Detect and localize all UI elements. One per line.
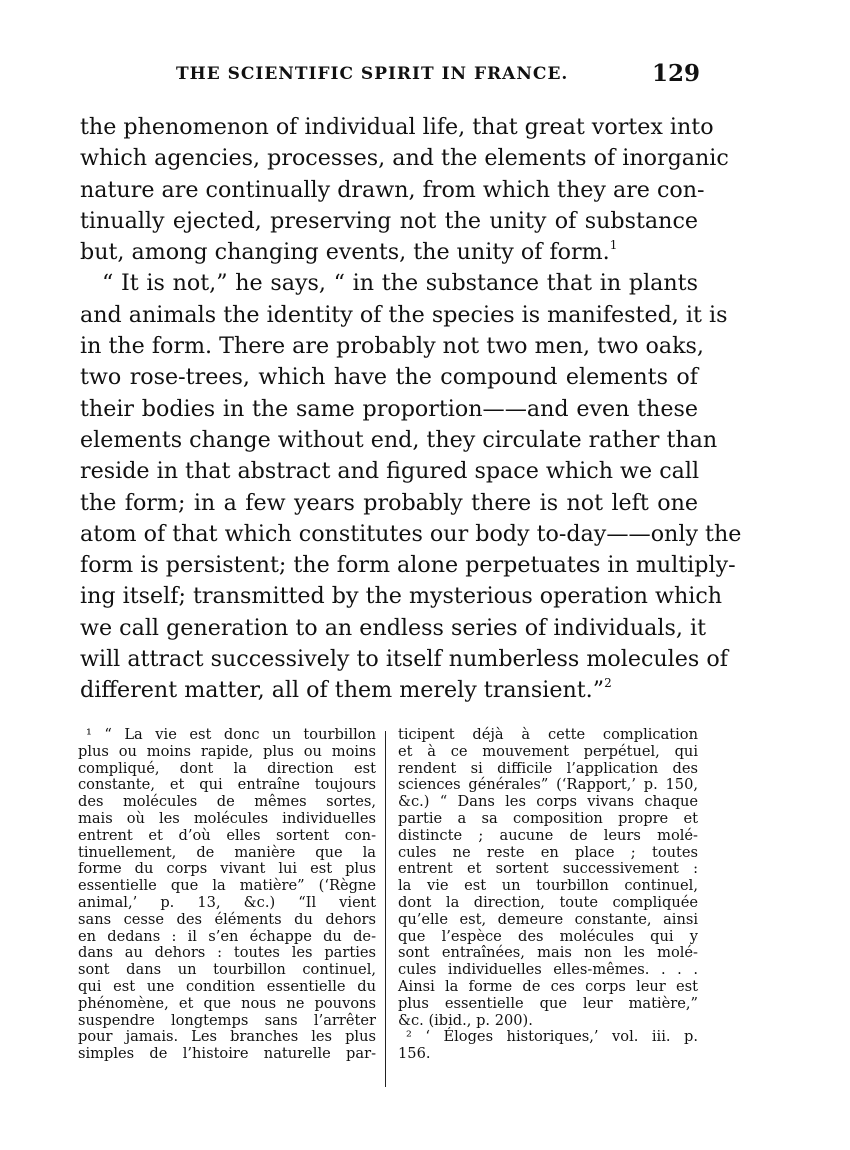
- footnote-line: sont entraînées, mais non les molé-: [398, 944, 698, 962]
- text-line: tinually ejected, preserving not the unity of substance: [80, 207, 698, 234]
- text-line-content: but, among changing events, the unity of form.: [80, 239, 610, 266]
- text-line: reside in that abstract and figured space which we call: [80, 458, 700, 485]
- running-title: THE SCIENTIFIC SPIRIT IN FRANCE.: [176, 64, 569, 84]
- footnote-line: rendent si difficile l’application des: [398, 759, 698, 777]
- text-line: form is persistent; the form alone perpetuates in multiply-: [80, 552, 736, 579]
- text-line: will attract successively to itself numberless molecules of: [80, 646, 728, 673]
- footnote-line: cules individuelles elles-mêmes. . . .: [398, 961, 698, 979]
- text-line: the form; in a few years probably there is not left one: [80, 489, 698, 516]
- text-line: [80, 237, 698, 268]
- footnote-line: qu’elle est, demeure constante, ainsi: [398, 910, 698, 928]
- footnote-line: phénomène, et que nous ne pouvons: [78, 994, 376, 1012]
- footnote-line: sciences générales” (‘Rapport,’ p. 150,: [398, 776, 698, 794]
- footnote-line: 156.: [398, 1045, 431, 1063]
- footnote-line: constante, et qui entraîne toujours: [78, 776, 376, 794]
- footnote-line: dont la direction, toute compliquée: [398, 893, 698, 911]
- text-line: we call generation to an endless series of individuals, it: [80, 614, 706, 641]
- text-line: elements change without end, they circulate rather than: [80, 426, 718, 453]
- text-line-content: different matter, all of them merely transient.”: [80, 677, 605, 704]
- text-line: in the form. There are probably not two men, two oaks,: [80, 333, 704, 360]
- footnote-line: simples de l’histoire naturelle par-: [78, 1045, 376, 1063]
- text-line: [80, 675, 698, 706]
- footnote-line: tinuellement, de manière que la: [78, 843, 376, 861]
- footnote-line: que l’espèce des molécules qui y: [398, 927, 698, 945]
- text-line: ing itself; transmitted by the mysterious operation which: [80, 583, 723, 610]
- footnote-line: partie a sa composition propre et: [398, 809, 698, 827]
- footnote-line: plus ou moins rapide, plus ou moins: [78, 742, 376, 760]
- text-line: two rose-trees, which have the compound elements of: [80, 364, 698, 391]
- footnote-line: mais où les molécules individuelles: [78, 809, 376, 827]
- footnote-line: pour jamais. Les branches les plus: [78, 1028, 376, 1046]
- footnote-line: forme du corps vivant lui est plus: [78, 860, 376, 878]
- footnote-ref-2: 2: [604, 675, 612, 690]
- footnote-line: ² ‘ Éloges historiques,’ vol. iii. p.: [406, 1028, 698, 1046]
- main-text: [80, 112, 742, 707]
- footnote-line: dans au dehors : toutes les parties: [78, 944, 376, 962]
- page-number: 129: [651, 60, 700, 87]
- footnotes: [78, 727, 698, 1087]
- footnote-line: distincte ; aucune de leurs molé-: [398, 826, 698, 844]
- footnote-line: &c. (ibid., p. 200).: [398, 1011, 533, 1029]
- text-line: atom of that which constitutes our body to-day——only the: [80, 520, 742, 547]
- footnote-line: ticipent déjà à cette complication: [398, 726, 698, 743]
- footnote-line: la vie est un tourbillon continuel,: [398, 877, 698, 895]
- text-line: the phenomenon of individual life, that great vortex into: [80, 114, 714, 140]
- footnote-line: essentielle que la matière” (‘Règne: [78, 877, 376, 895]
- footnote-line: qui est une condition essentielle du: [78, 977, 376, 995]
- footnote-line: et à ce mouvement perpétuel, qui: [398, 742, 698, 760]
- footnote-line: sont dans un tourbillon continuel,: [78, 961, 376, 979]
- footnote-column-right: [398, 727, 698, 1063]
- footnote-column-left: [78, 727, 376, 1063]
- footnote-line: suspendre longtemps sans l’arrêter: [78, 1011, 376, 1029]
- footnote-line: entrent et sortent successivement :: [398, 860, 698, 878]
- text-line: their bodies in the same proportion——and even these: [80, 395, 698, 422]
- footnote-line: Ainsi la forme de ces corps leur est: [398, 977, 698, 995]
- footnote-line: entrent et d’où elles sortent con-: [78, 826, 376, 844]
- footnote-line: en dedans : il s’en échappe du de-: [78, 927, 376, 945]
- text-line: “ It is not,” he says, “ in the substance that in plants: [102, 270, 698, 297]
- text-line: and animals the identity of the species is manifested, it is: [80, 301, 728, 328]
- footnote-line: sans cesse des éléments du dehors: [78, 910, 376, 928]
- footnote-line: &c.) “ Dans les corps vivans chaque: [398, 793, 698, 811]
- footnote-line: cules ne reste en place ; toutes: [398, 843, 698, 861]
- text-line: nature are continually drawn, from which they are con-: [80, 176, 705, 203]
- footnote-line: compliqué, dont la direction est: [78, 759, 376, 777]
- footnote-line: ¹ “ La vie est donc un tourbillon: [86, 726, 376, 743]
- text-line: which agencies, processes, and the elements of inorganic: [80, 145, 729, 172]
- footnote-line: des molécules de mêmes sortes,: [78, 793, 376, 811]
- column-divider: [385, 731, 386, 1087]
- footnote-line: animal,’ p. 13, &c.) “Il vient: [78, 893, 376, 911]
- footnote-ref-1: 1: [609, 237, 618, 252]
- running-head: [176, 60, 700, 90]
- footnote-line: plus essentielle que leur matière,”: [398, 994, 698, 1012]
